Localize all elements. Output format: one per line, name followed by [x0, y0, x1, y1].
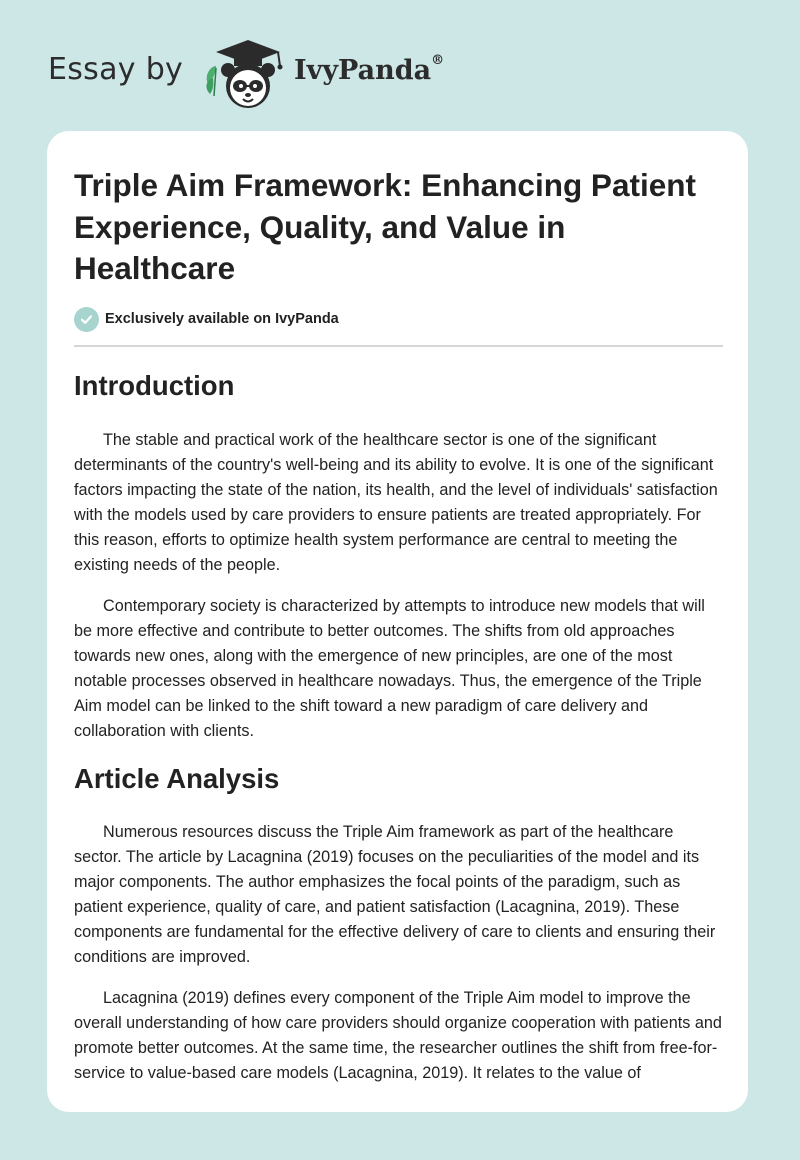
section-heading-article-analysis: Article Analysis [74, 763, 280, 794]
panda-graduate-icon[interactable] [200, 36, 292, 112]
exclusive-badge [74, 306, 339, 332]
registered-mark: ® [431, 53, 445, 68]
section-heading-introduction: Introduction [74, 370, 235, 401]
paragraph: Numerous resources discuss the Triple Aim framework as part of the healthcare sector. The article by Lacagnina (2019) focuses on the peculiarities of the model and its major components. The author emphasizes the focal points of the paradigm, such as patient experience, quality of care, and patient satisfaction (Lacagnina, 2019). These components are fundamental for the effective delivery of care to clients and ensuring their conditions are improved. [74, 823, 716, 966]
article-content [74, 367, 724, 1086]
badge-label: Exclusively available on IvyPanda [105, 311, 339, 327]
paragraph: Contemporary society is characterized by attempts to introduce new models that will be more effective and contribute to better outcomes. The shifts from old approaches towards new ones, along with the emergence of new principles, are one of the most notable processes observed in healthcare nowadays. Thus, the emergence of the Triple Aim model can be linked to the shift toward a new paradigm of care delivery and collaboration with clients. [74, 597, 705, 740]
title-divider [74, 345, 723, 347]
article-title: Triple Aim Framework: Enhancing Patient Experience, Quality, and Value in Healthcare [74, 167, 696, 286]
check-icon [74, 307, 99, 332]
paragraph: Lacagnina (2019) defines every component of the Triple Aim model to improve the overall understanding of how care providers should organize cooperation with patients and promote better outcomes. At the same time, the researcher outlines the shift from free-for-service to value-based care models (Lacagnina, 2019). It relates to the value of [74, 989, 722, 1082]
brand-name[interactable] [294, 55, 444, 86]
brand-text: IvyPanda [294, 55, 432, 86]
paragraph: The stable and practical work of the healthcare sector is one of the significant determinants of the country's well-being and its ability to evolve. It is one of the significant factors impacting the state of the nation, its health, and the level of individuals' satisfaction with the models used by care providers to ensure patients are treated appropriately. For this reason, efforts to optimize health system performance are central to meeting the existing needs of the people. [74, 431, 718, 574]
article-card [47, 131, 748, 1112]
essay-by-label: Essay by [48, 52, 184, 87]
site-header [0, 0, 800, 130]
